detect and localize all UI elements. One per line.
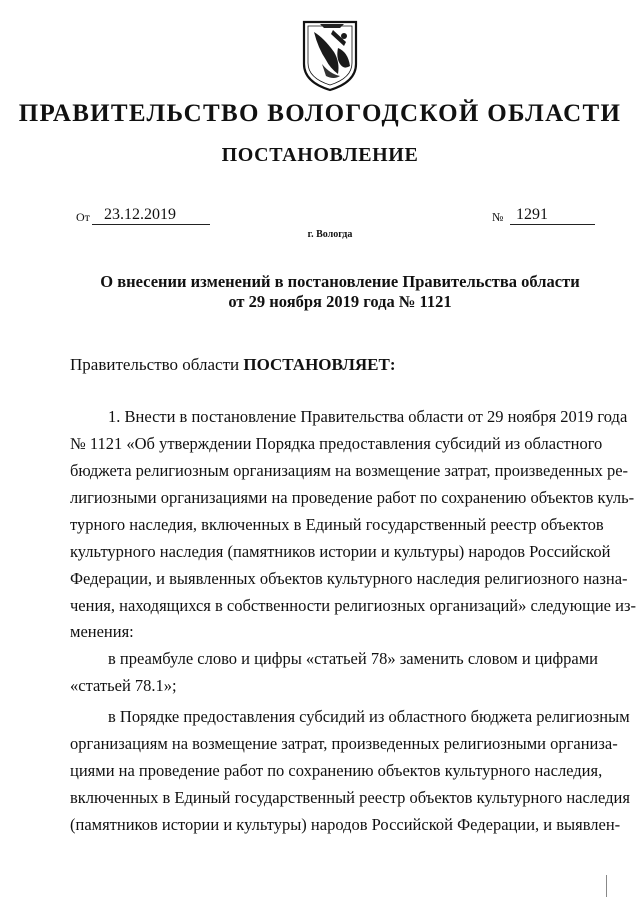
- body-line: циями на проведение работ по сохранению объектов культурного наследия,: [70, 761, 603, 780]
- preamble-bold: ПОСТАНОВЛЯЕТ:: [243, 355, 396, 374]
- body-line: турного наследия, включенных в Единый государственный реестр объектов: [70, 515, 604, 534]
- body-line: организациям на возмещение затрат, произведенных религиозными организа-: [70, 734, 618, 753]
- date-label: От: [76, 210, 90, 224]
- government-title: ПРАВИТЕЛЬСТВО ВОЛОГОДСКОЙ ОБЛАСТИ: [18, 100, 622, 127]
- body-line: 1. Внести в постановление Правительства области от 29 ноября 2019 года: [108, 407, 628, 426]
- subject-line-2: от 29 ноября 2019 года № 1121: [228, 292, 452, 311]
- date-value: 23.12.2019: [92, 205, 210, 225]
- document-subject: [80, 272, 600, 312]
- subject-line-1: О внесении изменений в постановление Правительства области: [100, 272, 580, 291]
- body-line: в Порядке предоставления субсидий из областного бюджета религиозным: [108, 707, 630, 726]
- body-line: менения:: [70, 622, 134, 641]
- vologda-coat-of-arms-icon: [300, 18, 360, 92]
- body-line: «статьей 78.1»;: [70, 676, 177, 695]
- body-line: чения, находящихся в собственности религиозных организаций» следующие из-: [70, 596, 636, 615]
- document-type: ПОСТАНОВЛЕНИЕ: [221, 144, 419, 166]
- body-line: в преамбуле слово и цифры «статьей 78» заменить словом и цифрами: [108, 649, 598, 668]
- body-line: лигиозными организациями на проведение работ по сохранению объектов куль-: [70, 488, 635, 507]
- body-line: (памятников истории и культуры) народов Российской Федерации, и выявлен-: [70, 815, 621, 834]
- body-line: бюджета религиозным организациям на возмещение затрат, произведенных ре-: [70, 461, 629, 480]
- city-label: г. Вологда: [307, 229, 353, 240]
- body-line: включенных в Единый государственный реестр объектов культурного наследия: [70, 788, 630, 807]
- scan-mark: [606, 875, 607, 897]
- body-line: культурного наследия (памятников истории и культуры) народов Российской: [70, 542, 611, 561]
- number-value: 1291: [510, 205, 595, 225]
- preamble: [70, 355, 396, 375]
- preamble-text: Правительство области: [70, 355, 244, 374]
- body-line: № 1121 «Об утверждении Порядка предоставления субсидий из областного: [70, 434, 603, 453]
- number-label: №: [492, 210, 504, 224]
- body-line: Федерации, и выявленных объектов культурного наследия религиозного назна-: [70, 569, 628, 588]
